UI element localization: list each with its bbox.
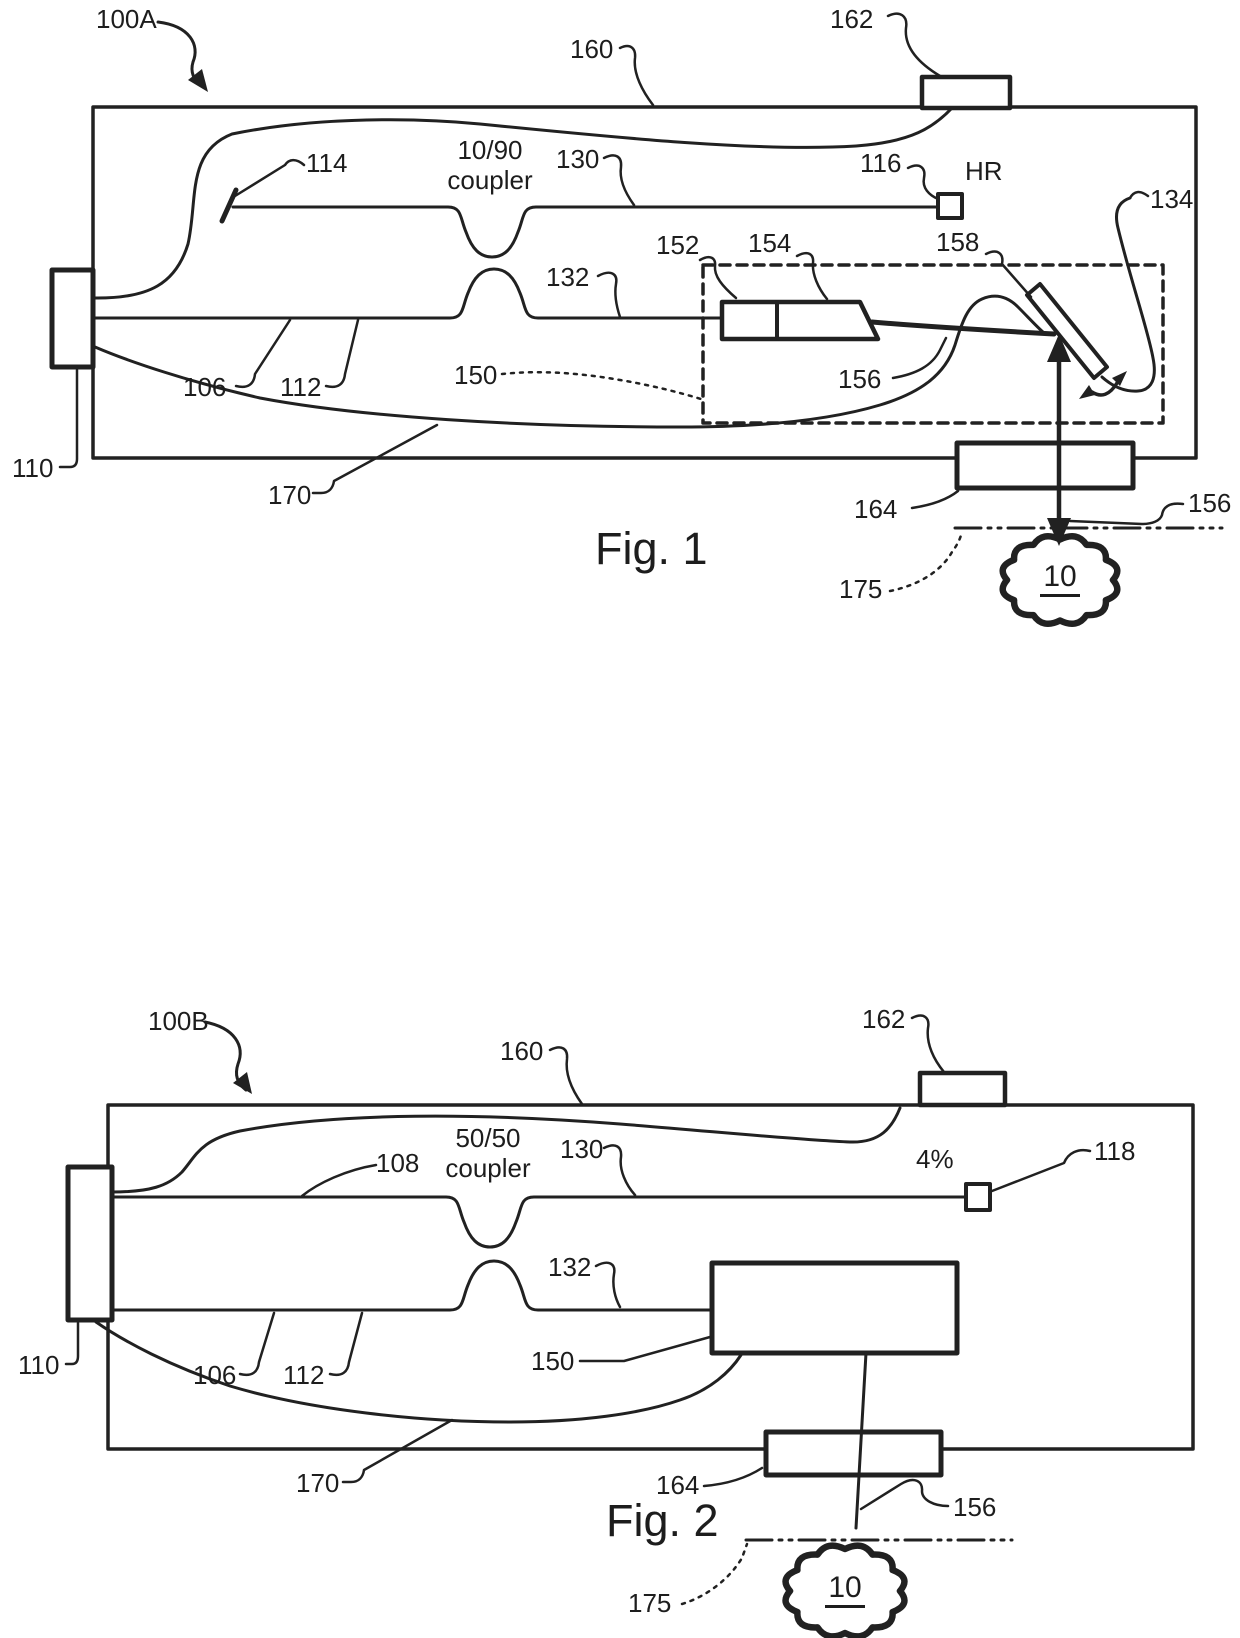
fig1-hr-label: HR [965, 156, 1003, 186]
fig2-leader-150 [580, 1337, 710, 1361]
fig1-label-162: 162 [830, 4, 874, 34]
fig2-system-label: 100B [148, 1006, 209, 1036]
fig1-label-110: 110 [12, 453, 54, 483]
fig1-coupler-label-word: coupler [447, 164, 533, 195]
fig2-target-label [822, 1571, 868, 1605]
fig1-leader-114 [235, 160, 304, 196]
fig1-leader-156-outer [1070, 504, 1183, 524]
fig1-leader-150 [502, 372, 701, 399]
fig1-leader-116 [908, 166, 938, 199]
fig1-window-box-164 [957, 443, 1133, 488]
fig2-label-110: 110 [18, 1350, 60, 1380]
fig2-leader-108 [302, 1165, 376, 1196]
fig1-label-154: 154 [748, 228, 792, 258]
fig2-head-box-150 [712, 1263, 957, 1353]
fig1-fiber-134 [1102, 198, 1154, 391]
fig1-label-164: 164 [854, 494, 898, 524]
fig1-source-box-110 [52, 270, 93, 367]
fig1-hr-end-square [938, 194, 962, 218]
fig1-label-170: 170 [268, 480, 312, 510]
fig2-label-156: 156 [953, 1492, 997, 1522]
fig2-label-132: 132 [548, 1252, 592, 1282]
fig2-target-label-text: 10 [825, 1571, 864, 1608]
fig1-leader-110 [60, 370, 77, 467]
fig2-label-164: 164 [656, 1470, 700, 1500]
fig1-leader-175 [890, 531, 962, 591]
fig1-target-label [1037, 560, 1083, 594]
fig2-coupler-label-ratio: 50/50 [455, 1123, 521, 1153]
fig1-leader-160 [620, 46, 653, 105]
fig2-leader-118 [992, 1150, 1090, 1191]
fig2-source-box-110 [68, 1167, 112, 1320]
fig1-label-175: 175 [839, 574, 883, 604]
fig2-leader-112 [330, 1313, 362, 1375]
fig2-fiber-132 [112, 1261, 712, 1310]
fig2-leader-164 [704, 1468, 762, 1486]
fig1-target-label-text: 10 [1040, 560, 1079, 597]
fig1-coupler-label-ratio: 10/90 [457, 135, 523, 165]
fig1-label-156-inner: 156 [838, 364, 882, 394]
fig1-amplifier-block [722, 302, 878, 339]
fig2-leader-132 [596, 1263, 620, 1307]
fig2-coupler-label-word: coupler [445, 1152, 531, 1183]
fig2-leader-160 [550, 1047, 582, 1104]
fig1-leader-154 [797, 253, 827, 299]
fig1-leader-164 [912, 491, 958, 508]
fig1-label-150: 150 [454, 360, 498, 390]
fig2-label-130: 130 [560, 1134, 604, 1164]
fig1-label-156-outer: 156 [1188, 488, 1232, 518]
fig1-coupler-label [438, 136, 542, 196]
fig1-label-132: 132 [546, 262, 590, 292]
fig1-fiber-170 [95, 296, 1044, 427]
fig2-tap-square-118 [966, 1184, 990, 1210]
fig1-tilt-arrowhead-left-icon [1079, 385, 1095, 399]
fig2-label-175: 175 [628, 1588, 672, 1618]
fig2-label-170: 170 [296, 1468, 340, 1498]
fig1-label-116: 116 [860, 148, 902, 178]
fig2-label-160: 160 [500, 1036, 544, 1066]
fig1-dashed-box-150 [703, 265, 1163, 423]
fig2-label-108: 108 [376, 1148, 420, 1178]
fig2-label-112: 112 [283, 1360, 325, 1390]
fig1-enclosure-box [93, 107, 1196, 458]
fig1-caption: Fig. 1 [595, 523, 708, 574]
fig2-window-box-164 [766, 1432, 941, 1475]
fig2-tap-label: 4% [916, 1144, 954, 1174]
fig2-fiber-130 [112, 1197, 966, 1247]
fig1-label-158: 158 [936, 227, 980, 257]
fig2-coupler-label [436, 1124, 540, 1184]
fig1-label-114: 114 [306, 148, 348, 178]
fig2-leader-110 [66, 1323, 78, 1364]
fig2-caption: Fig. 2 [606, 1495, 719, 1546]
fig1-fiber-132 [93, 269, 722, 318]
fig2-leader-156 [861, 1480, 948, 1509]
fig2-pump-box-162 [920, 1073, 1005, 1105]
fig1-leader-132 [598, 273, 620, 317]
fig1-leader-158 [986, 252, 1031, 297]
fig1-label-130: 130 [556, 144, 600, 174]
fig1-leader-152 [700, 257, 736, 298]
fig1-leader-162 [888, 14, 940, 76]
fig1-label-160: 160 [570, 34, 614, 64]
fig1-label-152: 152 [656, 230, 700, 260]
fig2-leader-130 [604, 1145, 635, 1195]
fig2-leader-175 [682, 1544, 747, 1604]
fig2-leader-170 [343, 1420, 452, 1482]
fig1-leader-130 [604, 155, 634, 205]
fig1-leader-112 [326, 320, 358, 387]
fig2-leader-106 [240, 1313, 274, 1375]
fig2-leader-162 [912, 1016, 944, 1072]
fig1-tilt-arrowhead-right-icon [1112, 371, 1127, 386]
fig2-label-118: 118 [1094, 1136, 1136, 1166]
fig1-label-106: 106 [183, 372, 227, 402]
fig2-label-162: 162 [862, 1004, 906, 1034]
fig1-fiber-130 [233, 207, 938, 260]
fig2-label-106: 106 [193, 1360, 237, 1390]
fig1-label-112: 112 [280, 372, 322, 402]
fig1-leader-134 [1130, 192, 1148, 198]
fig2-label-150: 150 [531, 1346, 575, 1376]
fig1-label-134: 134 [1150, 184, 1194, 214]
fig1-pump-box-162 [922, 77, 1010, 108]
fig1-system-label: 100A [96, 4, 157, 34]
